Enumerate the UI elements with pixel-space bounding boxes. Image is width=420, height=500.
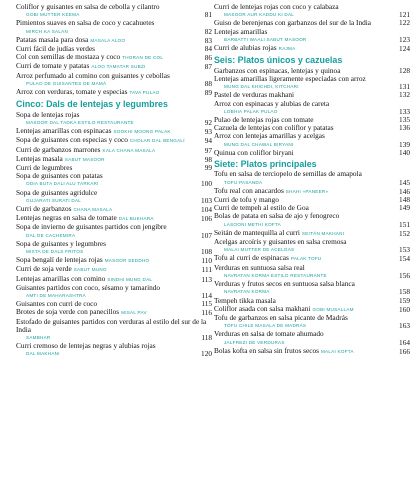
page-number: 110 — [201, 256, 212, 266]
recipe-subtitle: MASOOR DAL TADKA ESTILO RESTAURANTE — [26, 119, 134, 125]
page-number: 82 — [204, 26, 212, 36]
index-entry — [16, 284, 212, 300]
index-entry-text — [16, 318, 212, 334]
index-entry-text — [214, 44, 396, 53]
index-entry-row — [214, 44, 410, 53]
recipe-title: Brotes de soja verde con panecillos — [16, 307, 120, 317]
recipe-title: Guisantes con curri de coco — [16, 299, 98, 309]
index-entry-text — [16, 223, 212, 231]
recipe-title: Lentejas amarillas — [214, 26, 268, 36]
recipe-title: Guiso de berenjenas con garbanzos del sur de la India — [214, 18, 372, 28]
recipe-title: Arroz con lentejas amarillas y acelgas — [214, 131, 325, 141]
recipe-title: Seitán de mantequilla al curri — [214, 227, 300, 237]
recipe-subtitle: TOFU PASANDA — [224, 179, 263, 185]
recipe-subtitle: RAJMA — [278, 46, 296, 52]
index-entry-text — [16, 342, 212, 350]
index-entry-text — [16, 72, 212, 80]
page-number: 86 — [204, 53, 212, 63]
page-number: 98 — [204, 154, 212, 164]
index-entry-text — [16, 88, 198, 97]
page-number: 133 — [399, 106, 410, 116]
recipe-subtitle: LOBHIA PALAK PULAO — [224, 108, 278, 114]
index-entry-row — [16, 342, 212, 350]
page-number: 164 — [399, 337, 410, 347]
page-number: 118 — [201, 333, 212, 343]
recipe-subtitle: SAMBHAR — [26, 335, 51, 341]
index-entry-row — [214, 347, 410, 356]
recipe-subtitle: MIXTA DE DALS FRITOS — [26, 248, 84, 254]
recipe-title: Col con semillas de mostaza y coco — [16, 52, 121, 62]
recipe-title: Tofu en salsa de terciopelo de semillas de amapola — [214, 169, 362, 179]
index-entry-text — [16, 3, 212, 11]
page-number: 113 — [201, 274, 212, 284]
recipe-subtitle: ALOO TAMATAR SUBZI — [91, 64, 146, 70]
recipe-title: Acelgas arcoíris y guisantes en salsa cremosa — [214, 237, 347, 247]
recipe-subtitle: AMTI DE MAHARASHTRA — [26, 293, 86, 298]
index-entry-row — [214, 28, 410, 36]
index-entry — [16, 172, 212, 188]
recipe-title: Tofu real con anacardos — [214, 185, 284, 195]
index-entry-row — [16, 3, 212, 11]
page-number: 131 — [399, 82, 410, 92]
index-entry — [214, 330, 410, 346]
index-entry — [16, 3, 212, 19]
page-number: 153 — [399, 245, 410, 255]
page-number: 116 — [201, 308, 212, 318]
page-number: 124 — [399, 44, 410, 54]
recipe-title: Lentejas amarillas con comino — [16, 273, 106, 283]
index-entry-row — [214, 132, 410, 140]
recipe-title: Sopa de guisantes con patatas — [16, 171, 103, 181]
index-entry-row — [16, 189, 212, 197]
index-entry — [214, 170, 410, 186]
index-entry — [214, 100, 410, 116]
page-number: 140 — [399, 147, 410, 157]
page-number: 166 — [399, 346, 410, 356]
index-entry-text — [16, 189, 212, 197]
recipe-subtitle: SABUT MUNG — [73, 267, 107, 273]
recipe-title: Tofu al curri de espinacas — [214, 253, 289, 263]
page-number: 89 — [204, 88, 212, 98]
index-entry — [214, 212, 410, 228]
index-entry-text — [214, 238, 410, 246]
recipe-title: Curri de legumbres — [16, 162, 73, 172]
index-entry-text — [214, 3, 410, 11]
index-entry-row — [214, 314, 410, 322]
page-number: 81 — [204, 10, 212, 20]
recipe-subtitle: ODIA BUTA DALI ALU TARKARI — [26, 181, 99, 187]
page-number: 135 — [399, 114, 410, 124]
right-top-entries — [214, 3, 410, 53]
recipe-title: Curri de tempeh al estilo de Goa — [214, 203, 309, 213]
index-entry-text — [214, 149, 396, 157]
recipe-subtitle: JALFREZI DE VERDURAS — [224, 339, 285, 345]
recipe-title: Coliflor asada con salsa makhani — [214, 303, 311, 313]
index-entry-text — [214, 132, 410, 140]
index-entry-text — [214, 75, 410, 83]
recipe-title: Arroz perfumado al comino con guisantes y cebollas — [16, 70, 170, 80]
index-entry-text — [16, 19, 212, 27]
recipe-title: Curri de tofu y mango — [214, 195, 279, 205]
page-number: 163 — [399, 321, 410, 331]
page-number: 151 — [399, 219, 410, 229]
page-number: 99 — [204, 162, 212, 172]
recipe-title: Sopa bengalí de lentejas rojas — [16, 255, 103, 265]
page-number: 121 — [399, 10, 410, 20]
index-entry — [214, 44, 410, 53]
recipe-title: Arroz con espinacas y alubias de careta — [214, 98, 330, 108]
page-number: 122 — [399, 18, 410, 28]
index-entry-text — [16, 111, 212, 119]
page-number: 103 — [201, 195, 212, 205]
index-entry-text — [214, 264, 410, 272]
recipe-subtitle: TOFU CHILE MASALA DE MADRÁS — [224, 323, 307, 329]
index-entry — [214, 347, 410, 356]
page-number: 92 — [204, 117, 212, 127]
recipe-title: Curri cremoso de lentejas negras y alubias rojas — [16, 341, 156, 351]
index-entry — [214, 28, 410, 44]
index-entry — [16, 318, 212, 343]
page-number: 139 — [399, 139, 410, 149]
right-column — [214, 3, 410, 359]
page-number: 100 — [201, 179, 212, 189]
recipe-title: Tofu de garbanzos en salsa picante de Madrás — [214, 312, 348, 322]
page-number: 158 — [399, 287, 410, 297]
index-entry-row — [214, 280, 410, 288]
recipe-subtitle: DAL BUKHARA — [118, 216, 154, 222]
index-entry — [214, 280, 410, 296]
recipe-title: Patatas masala para dosa — [16, 34, 89, 44]
index-entry-row — [16, 111, 212, 119]
recipe-subtitle: MIRCH KA SALAN — [26, 28, 69, 34]
recipe-title: Sopa de guisantes agridulce — [16, 187, 98, 197]
recipe-subtitle: PULAO DE GUISANTES DE MAMÁ — [26, 80, 107, 86]
page-number: 106 — [201, 214, 212, 224]
recipe-title: Curri de garbanzos — [16, 203, 72, 213]
index-entry-row — [214, 75, 410, 83]
recipe-subtitle: CHANA MASALA — [73, 206, 113, 212]
section-seis-entries — [214, 67, 410, 157]
index-entry-row — [16, 318, 212, 334]
index-entry — [16, 189, 212, 205]
page-number: 132 — [399, 90, 410, 100]
recipe-subtitle: MASOOR SEDDHO — [104, 258, 150, 264]
index-entry-text — [16, 284, 212, 292]
index-entry-text — [214, 330, 410, 338]
recipe-title: Verduras en suntuosa salsa real — [214, 262, 305, 272]
index-entry-row — [16, 72, 212, 80]
recipe-subtitle: GOBI MUTTER KEEMA — [26, 12, 80, 18]
index-entry — [16, 342, 212, 358]
page-number: 120 — [201, 349, 212, 359]
index-entry — [16, 72, 212, 88]
recipe-title: Sopa de guisantes y legumbres — [16, 238, 106, 248]
page-number: 107 — [201, 230, 212, 240]
recipe-title: Curri de tomate y patatas — [16, 61, 90, 71]
index-entry-text — [16, 172, 212, 180]
recipe-title: Coliflor y guisantes en salsa de cebolla y cilantro — [16, 2, 160, 11]
index-entry-text — [214, 100, 410, 108]
index-entry-row — [214, 238, 410, 246]
recipe-subtitle: GOBI MUSALLAM — [312, 306, 354, 312]
index-entry-row — [16, 240, 212, 248]
recipe-title: Pulao de lentejas rojas con tomate — [214, 114, 314, 124]
page-number: 104 — [201, 204, 212, 214]
recipe-title: Quinua con coliflor biryani — [214, 147, 294, 157]
index-entry-row — [214, 330, 410, 338]
recipe-title: Pastel de verduras makhani — [214, 90, 295, 100]
left-top-entries — [16, 3, 212, 97]
recipe-title: Sopa de invierno de guisantes partidos con jengibre — [16, 222, 167, 232]
recipe-subtitle: MUNG DAL CHAWAL BIRYANI — [224, 141, 294, 147]
index-entry-row — [16, 350, 212, 358]
section-heading-seis: Seis: Platos únicos y cazuelas — [214, 55, 343, 66]
index-entry — [214, 238, 410, 254]
page-number: 156 — [399, 270, 410, 280]
page-number: 84 — [204, 44, 212, 54]
section-heading-cinco: Cinco: Dals de lentejas y legumbres — [16, 99, 168, 110]
index-entry-text — [214, 170, 410, 178]
index-entry — [214, 132, 410, 148]
index-entry-text — [16, 240, 212, 248]
recipe-subtitle: MISAL PAV — [121, 310, 147, 316]
index-entry-row — [214, 170, 410, 178]
recipe-subtitle: GUJARATI SURATI DAL — [26, 197, 82, 203]
index-entry-row — [16, 172, 212, 180]
recipe-subtitle: MUNG DAL KHICHDI, KITCHARI — [224, 84, 299, 90]
recipe-title: Bolas de patata en salsa de ajo y fenogreco — [214, 211, 340, 221]
page-number: 111 — [201, 265, 212, 275]
recipe-title: Estofado de guisantes partidos con verduras al estilo del sur de la India — [16, 316, 207, 334]
index-entry-text — [214, 314, 410, 322]
recipe-subtitle: MALAI MUTTER DE ACELGAS — [224, 247, 295, 253]
recipe-subtitle: NAVRATAN KORMA — [224, 289, 270, 295]
index-entry — [214, 314, 410, 330]
recipe-title: Lentejas masala — [16, 153, 63, 163]
index-entry-text — [16, 350, 198, 358]
index-entry — [16, 111, 212, 127]
recipe-title: Lentejas amarillas con espinacas — [16, 126, 112, 136]
page-number: 145 — [399, 177, 410, 187]
index-entry-row — [214, 264, 410, 272]
recipe-title: Lentejas amarillas ligeramente especiadas con arroz — [214, 73, 366, 83]
page-number: 146 — [399, 186, 410, 196]
index-entry-row — [214, 3, 410, 11]
recipe-title: Lentejas negras en salsa de tomate — [16, 213, 117, 223]
section-heading-siete: Siete: Platos principales — [214, 158, 317, 169]
recipe-subtitle: NAVRATAN KORMA ESTILO RESTAURANTE — [224, 272, 327, 278]
page-number: 88 — [204, 78, 212, 88]
recipe-title: Curri de garbanzos marrones — [16, 144, 101, 154]
page-number: 148 — [399, 195, 410, 205]
recipe-title: Curri de alubias rojas — [214, 43, 277, 53]
recipe-title: Verduras en salsa de tomate ahumado — [214, 329, 324, 339]
page-number: 149 — [399, 203, 410, 213]
recipe-subtitle: MALAI KOFTA — [320, 348, 354, 354]
index-entry-text — [214, 280, 410, 288]
recipe-title: Bolas kofta en salsa sin frutos secos — [214, 345, 319, 355]
recipe-subtitle: SHAHI «PANEER» — [285, 188, 329, 194]
recipe-title: Pimientos suaves en salsa de coco y cacahuetes — [16, 18, 155, 28]
page-number: 114 — [201, 291, 212, 300]
page-number: 160 — [399, 304, 410, 314]
recipe-subtitle: TAVA PULAO — [129, 90, 160, 96]
index-entry-row — [16, 284, 212, 292]
recipe-subtitle: MASOOR AUR KADDU KI DAL — [224, 12, 295, 18]
page-number: 115 — [201, 299, 212, 309]
page-number: 152 — [399, 228, 410, 238]
page-number: 154 — [399, 254, 410, 264]
index-entry-text — [214, 212, 410, 220]
index-entry-text — [214, 347, 396, 356]
index-entry-row — [214, 100, 410, 108]
page-number: 123 — [399, 34, 410, 44]
recipe-title: Garbanzos con espinacas, lentejas y quinoa — [214, 65, 341, 75]
index-entry — [16, 223, 212, 239]
recipe-subtitle: PALAK TOFU — [290, 256, 322, 262]
recipe-title: Guisantes partidos con coco, sésamo y tamarindo — [16, 282, 161, 292]
page-number: 83 — [204, 35, 212, 45]
index-entry-row — [214, 212, 410, 220]
index-entry — [16, 240, 212, 256]
page-number: 93 — [204, 127, 212, 137]
recipe-title: Arroz con verduras, tomate y especias — [16, 87, 128, 97]
index-entry-row — [214, 149, 410, 157]
index-entry — [16, 88, 212, 97]
page-number: 128 — [399, 65, 410, 75]
page-number: 87 — [204, 62, 212, 72]
recipe-subtitle: SEITÁN MAKHANI — [301, 230, 345, 236]
page-number: 108 — [201, 246, 212, 256]
section-cinco-entries — [16, 111, 212, 359]
index-entry-text — [214, 28, 410, 36]
recipe-subtitle: LASOONI METHI KOFTA — [224, 221, 281, 227]
page-number: 94 — [204, 136, 212, 146]
recipe-subtitle: BARBATTI WAALI SABUT MASOOR — [224, 36, 307, 42]
recipe-subtitle: CHOLAR DAL BENGALÍ — [129, 138, 185, 144]
index-entry-row — [16, 88, 212, 97]
recipe-subtitle: DAL DE CACHEMIRA — [26, 232, 76, 238]
recipe-title: Curri fácil de judías verdes — [16, 44, 96, 54]
index-entry-row — [16, 19, 212, 27]
index-entry — [214, 3, 410, 19]
recipe-title: Verduras y frutos secos en suntuosa salsa blanca — [214, 279, 355, 289]
page-number: 136 — [399, 123, 410, 133]
index-entry — [16, 19, 212, 35]
page-number: 97 — [204, 145, 212, 155]
recipe-subtitle: DAL MAKHANI — [26, 351, 60, 357]
recipe-subtitle: SINDHI MUNG DAL — [107, 276, 153, 282]
page-number: 159 — [399, 295, 410, 305]
recipe-title: Curri de soja verde — [16, 264, 72, 274]
recipe-subtitle: THORAN DE COL — [122, 55, 164, 61]
index-entry-row — [16, 223, 212, 231]
recipe-title: Tempeh tikka masala — [214, 295, 276, 305]
recipe-title: Sopa de guisantes con especias y coco — [16, 135, 128, 145]
index-entry — [214, 149, 410, 157]
recipe-subtitle: SOOKHI MOONG PALAK — [113, 129, 171, 135]
recipe-title: Curri de lentejas rojas con coco y calabaza — [214, 2, 339, 11]
recipe-title: Sopa de lentejas rojas — [16, 109, 80, 119]
recipe-title: Cazuela de lentejas con coliflor y patatas — [214, 123, 334, 133]
index-entry — [214, 264, 410, 280]
section-siete-entries — [214, 170, 410, 355]
index-entry — [214, 75, 410, 91]
recipe-subtitle: MASALA ALOO — [90, 37, 126, 43]
recipe-subtitle: SABUT MASOOR — [64, 156, 105, 162]
recipe-subtitle: KALA CHANA MASALA — [102, 147, 156, 153]
left-column — [16, 3, 212, 359]
